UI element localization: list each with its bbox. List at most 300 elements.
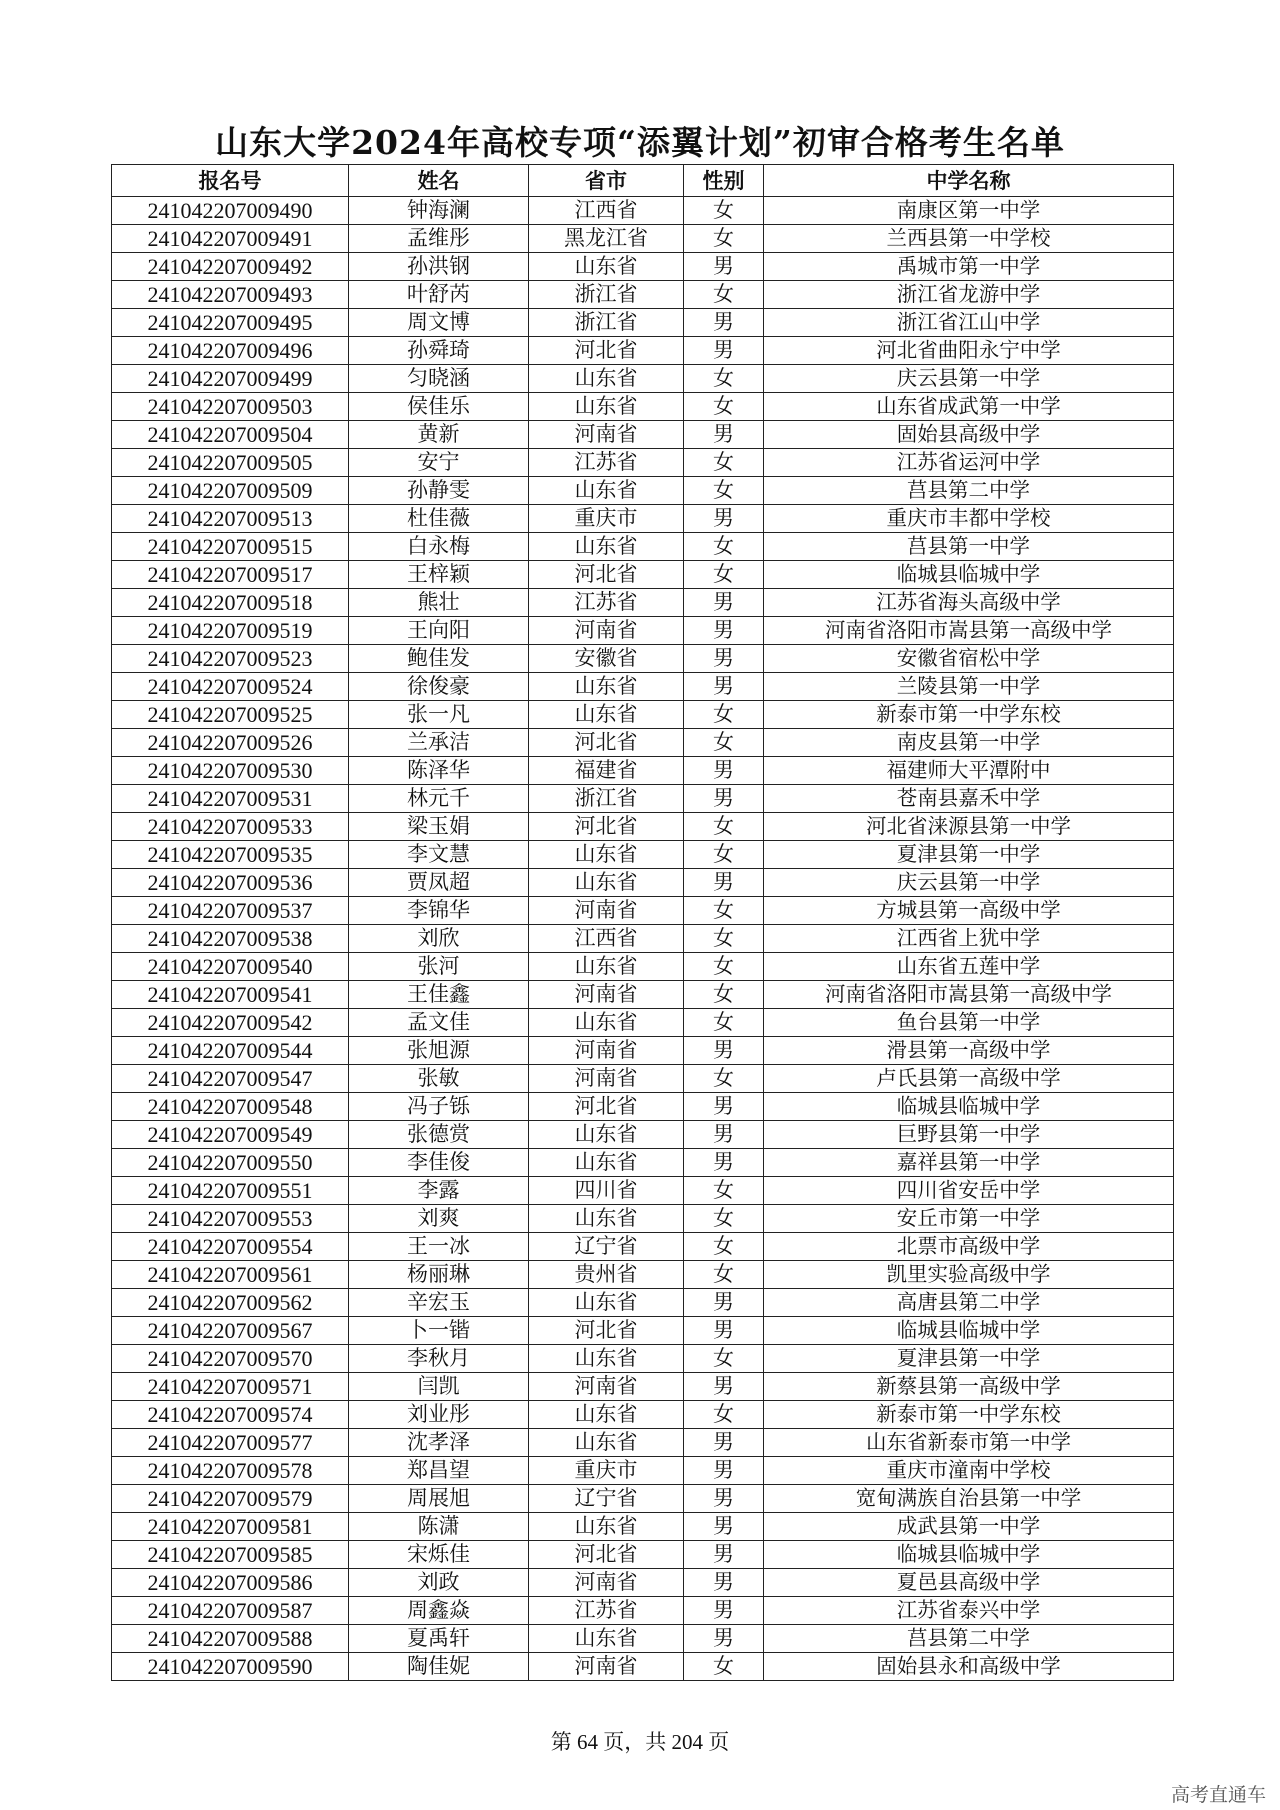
registration-number-cell: 241042207009588 (112, 1625, 349, 1653)
registration-number-cell: 241042207009577 (112, 1429, 349, 1457)
school-cell: 莒县第一中学 (764, 533, 1174, 561)
gender-cell: 男 (684, 337, 764, 365)
registration-number-cell: 241042207009547 (112, 1065, 349, 1093)
school-cell: 夏津县第一中学 (764, 1345, 1174, 1373)
registration-number-cell: 241042207009491 (112, 225, 349, 253)
table-row (112, 953, 1174, 981)
gender-cell: 男 (684, 1429, 764, 1457)
name-cell: 卜一锴 (349, 1317, 529, 1345)
gender-cell: 女 (684, 449, 764, 477)
registration-number-cell: 241042207009567 (112, 1317, 349, 1345)
name-cell: 辛宏玉 (349, 1289, 529, 1317)
registration-number-cell: 241042207009548 (112, 1093, 349, 1121)
school-cell: 新泰市第一中学东校 (764, 701, 1174, 729)
province-cell: 山东省 (529, 841, 684, 869)
table-row (112, 1261, 1174, 1289)
province-cell: 山东省 (529, 1205, 684, 1233)
name-cell: 郑昌望 (349, 1457, 529, 1485)
school-cell: 江西省上犹中学 (764, 925, 1174, 953)
candidate-table (111, 164, 1174, 1681)
name-cell: 孙舜琦 (349, 337, 529, 365)
table-row (112, 1037, 1174, 1065)
province-cell: 山东省 (529, 1289, 684, 1317)
school-cell: 新泰市第一中学东校 (764, 1401, 1174, 1429)
table-row (112, 1373, 1174, 1401)
table-row (112, 253, 1174, 281)
school-cell: 重庆市潼南中学校 (764, 1457, 1174, 1485)
province-cell: 山东省 (529, 1009, 684, 1037)
name-cell: 刘政 (349, 1569, 529, 1597)
name-cell: 李露 (349, 1177, 529, 1205)
province-cell: 浙江省 (529, 785, 684, 813)
table-row (112, 785, 1174, 813)
table-row (112, 1009, 1174, 1037)
gender-cell: 男 (684, 785, 764, 813)
name-cell: 刘爽 (349, 1205, 529, 1233)
gender-cell: 男 (684, 1037, 764, 1065)
school-cell: 宽甸满族自治县第一中学 (764, 1485, 1174, 1513)
gender-cell: 男 (684, 1373, 764, 1401)
province-cell: 山东省 (529, 1149, 684, 1177)
table-body (112, 197, 1174, 1681)
gender-cell: 男 (684, 1317, 764, 1345)
table-row (112, 281, 1174, 309)
gender-cell: 女 (684, 365, 764, 393)
gender-cell: 女 (684, 1653, 764, 1681)
gender-cell: 女 (684, 225, 764, 253)
school-cell: 安徽省宿松中学 (764, 645, 1174, 673)
name-cell: 林元千 (349, 785, 529, 813)
school-cell: 河南省洛阳市嵩县第一高级中学 (764, 617, 1174, 645)
name-cell: 张旭源 (349, 1037, 529, 1065)
name-cell: 刘欣 (349, 925, 529, 953)
school-cell: 卢氏县第一高级中学 (764, 1065, 1174, 1093)
school-cell: 临城县临城中学 (764, 1093, 1174, 1121)
table-row (112, 1065, 1174, 1093)
name-cell: 冯子铄 (349, 1093, 529, 1121)
table-row (112, 841, 1174, 869)
gender-cell: 男 (684, 1597, 764, 1625)
registration-number-cell: 241042207009561 (112, 1261, 349, 1289)
school-cell: 庆云县第一中学 (764, 869, 1174, 897)
document-title: 山东大学2024年高校专项“添翼计划”初审合格考生名单 (215, 123, 1065, 162)
registration-number-cell: 241042207009585 (112, 1541, 349, 1569)
name-cell: 王梓颖 (349, 561, 529, 589)
school-cell: 兰西县第一中学校 (764, 225, 1174, 253)
gender-cell: 男 (684, 253, 764, 281)
table-row (112, 729, 1174, 757)
registration-number-cell: 241042207009537 (112, 897, 349, 925)
province-cell: 河南省 (529, 421, 684, 449)
name-cell: 兰承洁 (349, 729, 529, 757)
school-cell: 四川省安岳中学 (764, 1177, 1174, 1205)
name-cell: 侯佳乐 (349, 393, 529, 421)
name-cell: 叶舒芮 (349, 281, 529, 309)
registration-number-cell: 241042207009562 (112, 1289, 349, 1317)
registration-number-cell: 241042207009535 (112, 841, 349, 869)
gender-cell: 女 (684, 533, 764, 561)
table-row (112, 645, 1174, 673)
registration-number-cell: 241042207009551 (112, 1177, 349, 1205)
gender-cell: 女 (684, 561, 764, 589)
registration-number-cell: 241042207009495 (112, 309, 349, 337)
registration-number-cell: 241042207009554 (112, 1233, 349, 1261)
table-row (112, 337, 1174, 365)
gender-cell: 女 (684, 953, 764, 981)
name-cell: 孟维彤 (349, 225, 529, 253)
province-cell: 福建省 (529, 757, 684, 785)
province-cell: 山东省 (529, 365, 684, 393)
table-row (112, 1625, 1174, 1653)
school-cell: 固始县高级中学 (764, 421, 1174, 449)
province-cell: 河南省 (529, 897, 684, 925)
name-cell: 安宁 (349, 449, 529, 477)
registration-number-cell: 241042207009574 (112, 1401, 349, 1429)
name-cell: 张德赏 (349, 1121, 529, 1149)
province-cell: 山东省 (529, 1401, 684, 1429)
province-cell: 河南省 (529, 1373, 684, 1401)
table-row (112, 1457, 1174, 1485)
gender-cell: 女 (684, 1009, 764, 1037)
registration-number-cell: 241042207009503 (112, 393, 349, 421)
school-cell: 嘉祥县第一中学 (764, 1149, 1174, 1177)
gender-cell: 女 (684, 925, 764, 953)
table-row (112, 309, 1174, 337)
gender-cell: 男 (684, 645, 764, 673)
school-cell: 重庆市丰都中学校 (764, 505, 1174, 533)
table-row (112, 197, 1174, 225)
province-cell: 山东省 (529, 253, 684, 281)
school-cell: 庆云县第一中学 (764, 365, 1174, 393)
table-row (112, 589, 1174, 617)
school-cell: 莒县第二中学 (764, 1625, 1174, 1653)
name-cell: 李秋月 (349, 1345, 529, 1373)
registration-number-cell: 241042207009549 (112, 1121, 349, 1149)
name-cell: 王向阳 (349, 617, 529, 645)
province-cell: 重庆市 (529, 505, 684, 533)
gender-cell: 女 (684, 1261, 764, 1289)
gender-cell: 男 (684, 1569, 764, 1597)
gender-cell: 男 (684, 757, 764, 785)
registration-number-cell: 241042207009540 (112, 953, 349, 981)
school-cell: 方城县第一高级中学 (764, 897, 1174, 925)
registration-number-cell: 241042207009586 (112, 1569, 349, 1597)
province-cell: 河南省 (529, 981, 684, 1009)
name-cell: 杜佳薇 (349, 505, 529, 533)
registration-number-cell: 241042207009492 (112, 253, 349, 281)
province-cell: 江苏省 (529, 1597, 684, 1625)
school-cell: 巨野县第一中学 (764, 1121, 1174, 1149)
school-cell: 福建师大平潭附中 (764, 757, 1174, 785)
gender-cell: 男 (684, 617, 764, 645)
table-row (112, 869, 1174, 897)
table-row (112, 925, 1174, 953)
registration-number-cell: 241042207009526 (112, 729, 349, 757)
province-cell: 山东省 (529, 673, 684, 701)
province-cell: 山东省 (529, 393, 684, 421)
school-cell: 河北省涞源县第一中学 (764, 813, 1174, 841)
province-cell: 山东省 (529, 1345, 684, 1373)
table-row (112, 813, 1174, 841)
province-cell: 河北省 (529, 729, 684, 757)
name-cell: 孙静雯 (349, 477, 529, 505)
table-row (112, 1513, 1174, 1541)
gender-cell: 男 (684, 1289, 764, 1317)
school-cell: 山东省五莲中学 (764, 953, 1174, 981)
name-cell: 刘业彤 (349, 1401, 529, 1429)
province-cell: 山东省 (529, 1513, 684, 1541)
province-cell: 重庆市 (529, 1457, 684, 1485)
gender-cell: 男 (684, 1457, 764, 1485)
school-cell: 北票市高级中学 (764, 1233, 1174, 1261)
registration-number-cell: 241042207009523 (112, 645, 349, 673)
registration-number-cell: 241042207009525 (112, 701, 349, 729)
gender-cell: 女 (684, 729, 764, 757)
name-cell: 陈泽华 (349, 757, 529, 785)
gender-cell: 女 (684, 701, 764, 729)
name-cell: 黄新 (349, 421, 529, 449)
table-row (112, 617, 1174, 645)
province-cell: 河北省 (529, 1093, 684, 1121)
name-cell: 张敏 (349, 1065, 529, 1093)
name-cell: 夏禹轩 (349, 1625, 529, 1653)
school-cell: 滑县第一高级中学 (764, 1037, 1174, 1065)
table-row (112, 1121, 1174, 1149)
table-row (112, 393, 1174, 421)
province-cell: 河南省 (529, 1653, 684, 1681)
registration-number-cell: 241042207009519 (112, 617, 349, 645)
table-row (112, 1317, 1174, 1345)
registration-number-cell: 241042207009517 (112, 561, 349, 589)
province-cell: 河北省 (529, 1541, 684, 1569)
gender-cell: 男 (684, 869, 764, 897)
registration-number-cell: 241042207009531 (112, 785, 349, 813)
registration-number-cell: 241042207009518 (112, 589, 349, 617)
registration-number-cell: 241042207009571 (112, 1373, 349, 1401)
school-cell: 成武县第一中学 (764, 1513, 1174, 1541)
table-row (112, 1569, 1174, 1597)
registration-number-cell: 241042207009515 (112, 533, 349, 561)
school-cell: 江苏省运河中学 (764, 449, 1174, 477)
gender-cell: 男 (684, 1541, 764, 1569)
table-row (112, 701, 1174, 729)
gender-cell: 男 (684, 1149, 764, 1177)
name-cell: 孟文佳 (349, 1009, 529, 1037)
province-cell: 安徽省 (529, 645, 684, 673)
table-header-row (112, 165, 1174, 197)
province-cell: 山东省 (529, 869, 684, 897)
registration-number-cell: 241042207009490 (112, 197, 349, 225)
table-row (112, 1177, 1174, 1205)
gender-cell: 女 (684, 1065, 764, 1093)
name-cell: 杨丽琳 (349, 1261, 529, 1289)
gender-cell: 女 (684, 1233, 764, 1261)
registration-number-cell: 241042207009509 (112, 477, 349, 505)
table-row (112, 673, 1174, 701)
school-cell: 禹城市第一中学 (764, 253, 1174, 281)
gender-cell: 女 (684, 1205, 764, 1233)
registration-number-cell: 241042207009513 (112, 505, 349, 533)
registration-number-cell: 241042207009587 (112, 1597, 349, 1625)
school-cell: 河北省曲阳永宁中学 (764, 337, 1174, 365)
province-cell: 江苏省 (529, 449, 684, 477)
gender-cell: 女 (684, 1345, 764, 1373)
name-cell: 周展旭 (349, 1485, 529, 1513)
name-cell: 陶佳妮 (349, 1653, 529, 1681)
table-row (112, 1289, 1174, 1317)
registration-number-cell: 241042207009505 (112, 449, 349, 477)
gender-cell: 男 (684, 1625, 764, 1653)
province-cell: 江西省 (529, 925, 684, 953)
registration-number-cell: 241042207009590 (112, 1653, 349, 1681)
province-cell: 河南省 (529, 617, 684, 645)
name-cell: 周鑫焱 (349, 1597, 529, 1625)
name-cell: 沈孝泽 (349, 1429, 529, 1457)
registration-number-cell: 241042207009524 (112, 673, 349, 701)
gender-cell: 女 (684, 981, 764, 1009)
watermark: 高考直通车 (1170, 1784, 1266, 1806)
province-cell: 贵州省 (529, 1261, 684, 1289)
school-cell: 安丘市第一中学 (764, 1205, 1174, 1233)
name-cell: 李佳俊 (349, 1149, 529, 1177)
gender-cell: 男 (684, 505, 764, 533)
school-cell: 兰陵县第一中学 (764, 673, 1174, 701)
name-cell: 鲍佳发 (349, 645, 529, 673)
school-cell: 南皮县第一中学 (764, 729, 1174, 757)
table-row (112, 561, 1174, 589)
province-cell: 河北省 (529, 813, 684, 841)
gender-cell: 男 (684, 421, 764, 449)
gender-cell: 男 (684, 1121, 764, 1149)
province-cell: 山东省 (529, 1625, 684, 1653)
gender-cell: 男 (684, 589, 764, 617)
school-cell: 浙江省龙游中学 (764, 281, 1174, 309)
province-cell: 浙江省 (529, 281, 684, 309)
table-row (112, 1233, 1174, 1261)
name-cell: 王佳鑫 (349, 981, 529, 1009)
registration-number-cell: 241042207009550 (112, 1149, 349, 1177)
school-cell: 临城县临城中学 (764, 561, 1174, 589)
province-cell: 山东省 (529, 1121, 684, 1149)
registration-number-cell: 241042207009504 (112, 421, 349, 449)
registration-number-cell: 241042207009542 (112, 1009, 349, 1037)
table-row (112, 981, 1174, 1009)
province-cell: 山东省 (529, 533, 684, 561)
province-cell: 山东省 (529, 701, 684, 729)
school-cell: 临城县临城中学 (764, 1317, 1174, 1345)
province-cell: 山东省 (529, 1429, 684, 1457)
name-cell: 孙洪钢 (349, 253, 529, 281)
table-row (112, 757, 1174, 785)
school-cell: 江苏省海头高级中学 (764, 589, 1174, 617)
registration-number-cell: 241042207009553 (112, 1205, 349, 1233)
province-cell: 河南省 (529, 1065, 684, 1093)
table-row (112, 1485, 1174, 1513)
gender-cell: 女 (684, 281, 764, 309)
gender-cell: 男 (684, 1485, 764, 1513)
school-cell: 南康区第一中学 (764, 197, 1174, 225)
province-cell: 河北省 (529, 561, 684, 589)
school-cell: 河南省洛阳市嵩县第一高级中学 (764, 981, 1174, 1009)
header-province: 省市 (529, 165, 684, 197)
name-cell: 贾凤超 (349, 869, 529, 897)
name-cell: 李锦华 (349, 897, 529, 925)
school-cell: 苍南县嘉禾中学 (764, 785, 1174, 813)
gender-cell: 女 (684, 1177, 764, 1205)
province-cell: 浙江省 (529, 309, 684, 337)
school-cell: 固始县永和高级中学 (764, 1653, 1174, 1681)
registration-number-cell: 241042207009493 (112, 281, 349, 309)
registration-number-cell: 241042207009578 (112, 1457, 349, 1485)
school-cell: 夏津县第一中学 (764, 841, 1174, 869)
table-row (112, 1541, 1174, 1569)
header-school: 中学名称 (764, 165, 1174, 197)
table-row (112, 897, 1174, 925)
table-row (112, 449, 1174, 477)
registration-number-cell: 241042207009544 (112, 1037, 349, 1065)
name-cell: 王一冰 (349, 1233, 529, 1261)
province-cell: 河南省 (529, 1569, 684, 1597)
school-cell: 夏邑县高级中学 (764, 1569, 1174, 1597)
table-row (112, 1429, 1174, 1457)
registration-number-cell: 241042207009530 (112, 757, 349, 785)
school-cell: 鱼台县第一中学 (764, 1009, 1174, 1037)
table-row (112, 1401, 1174, 1429)
name-cell: 白永梅 (349, 533, 529, 561)
registration-number-cell: 241042207009570 (112, 1345, 349, 1373)
table-row (112, 1653, 1174, 1681)
gender-cell: 男 (684, 1093, 764, 1121)
registration-number-cell: 241042207009496 (112, 337, 349, 365)
name-cell: 梁玉娟 (349, 813, 529, 841)
province-cell: 江西省 (529, 197, 684, 225)
province-cell: 河北省 (529, 1317, 684, 1345)
province-cell: 山东省 (529, 953, 684, 981)
registration-number-cell: 241042207009541 (112, 981, 349, 1009)
header-name: 姓名 (349, 165, 529, 197)
name-cell: 张河 (349, 953, 529, 981)
gender-cell: 女 (684, 813, 764, 841)
table-row (112, 533, 1174, 561)
province-cell: 辽宁省 (529, 1233, 684, 1261)
gender-cell: 男 (684, 1513, 764, 1541)
gender-cell: 女 (684, 477, 764, 505)
header-registration-number: 报名号 (112, 165, 349, 197)
page-number: 第 64 页，共 204 页 (550, 1730, 730, 1754)
province-cell: 四川省 (529, 1177, 684, 1205)
registration-number-cell: 241042207009538 (112, 925, 349, 953)
province-cell: 河南省 (529, 1037, 684, 1065)
gender-cell: 男 (684, 673, 764, 701)
table-row (112, 505, 1174, 533)
header-gender: 性别 (684, 165, 764, 197)
name-cell: 张一凡 (349, 701, 529, 729)
name-cell: 钟海澜 (349, 197, 529, 225)
school-cell: 山东省新泰市第一中学 (764, 1429, 1174, 1457)
table-row (112, 1093, 1174, 1121)
school-cell: 新蔡县第一高级中学 (764, 1373, 1174, 1401)
table-row (112, 365, 1174, 393)
gender-cell: 女 (684, 897, 764, 925)
gender-cell: 女 (684, 197, 764, 225)
table-row (112, 225, 1174, 253)
table-row (112, 477, 1174, 505)
province-cell: 山东省 (529, 477, 684, 505)
name-cell: 匀晓涵 (349, 365, 529, 393)
school-cell: 高唐县第二中学 (764, 1289, 1174, 1317)
registration-number-cell: 241042207009533 (112, 813, 349, 841)
table-row (112, 421, 1174, 449)
